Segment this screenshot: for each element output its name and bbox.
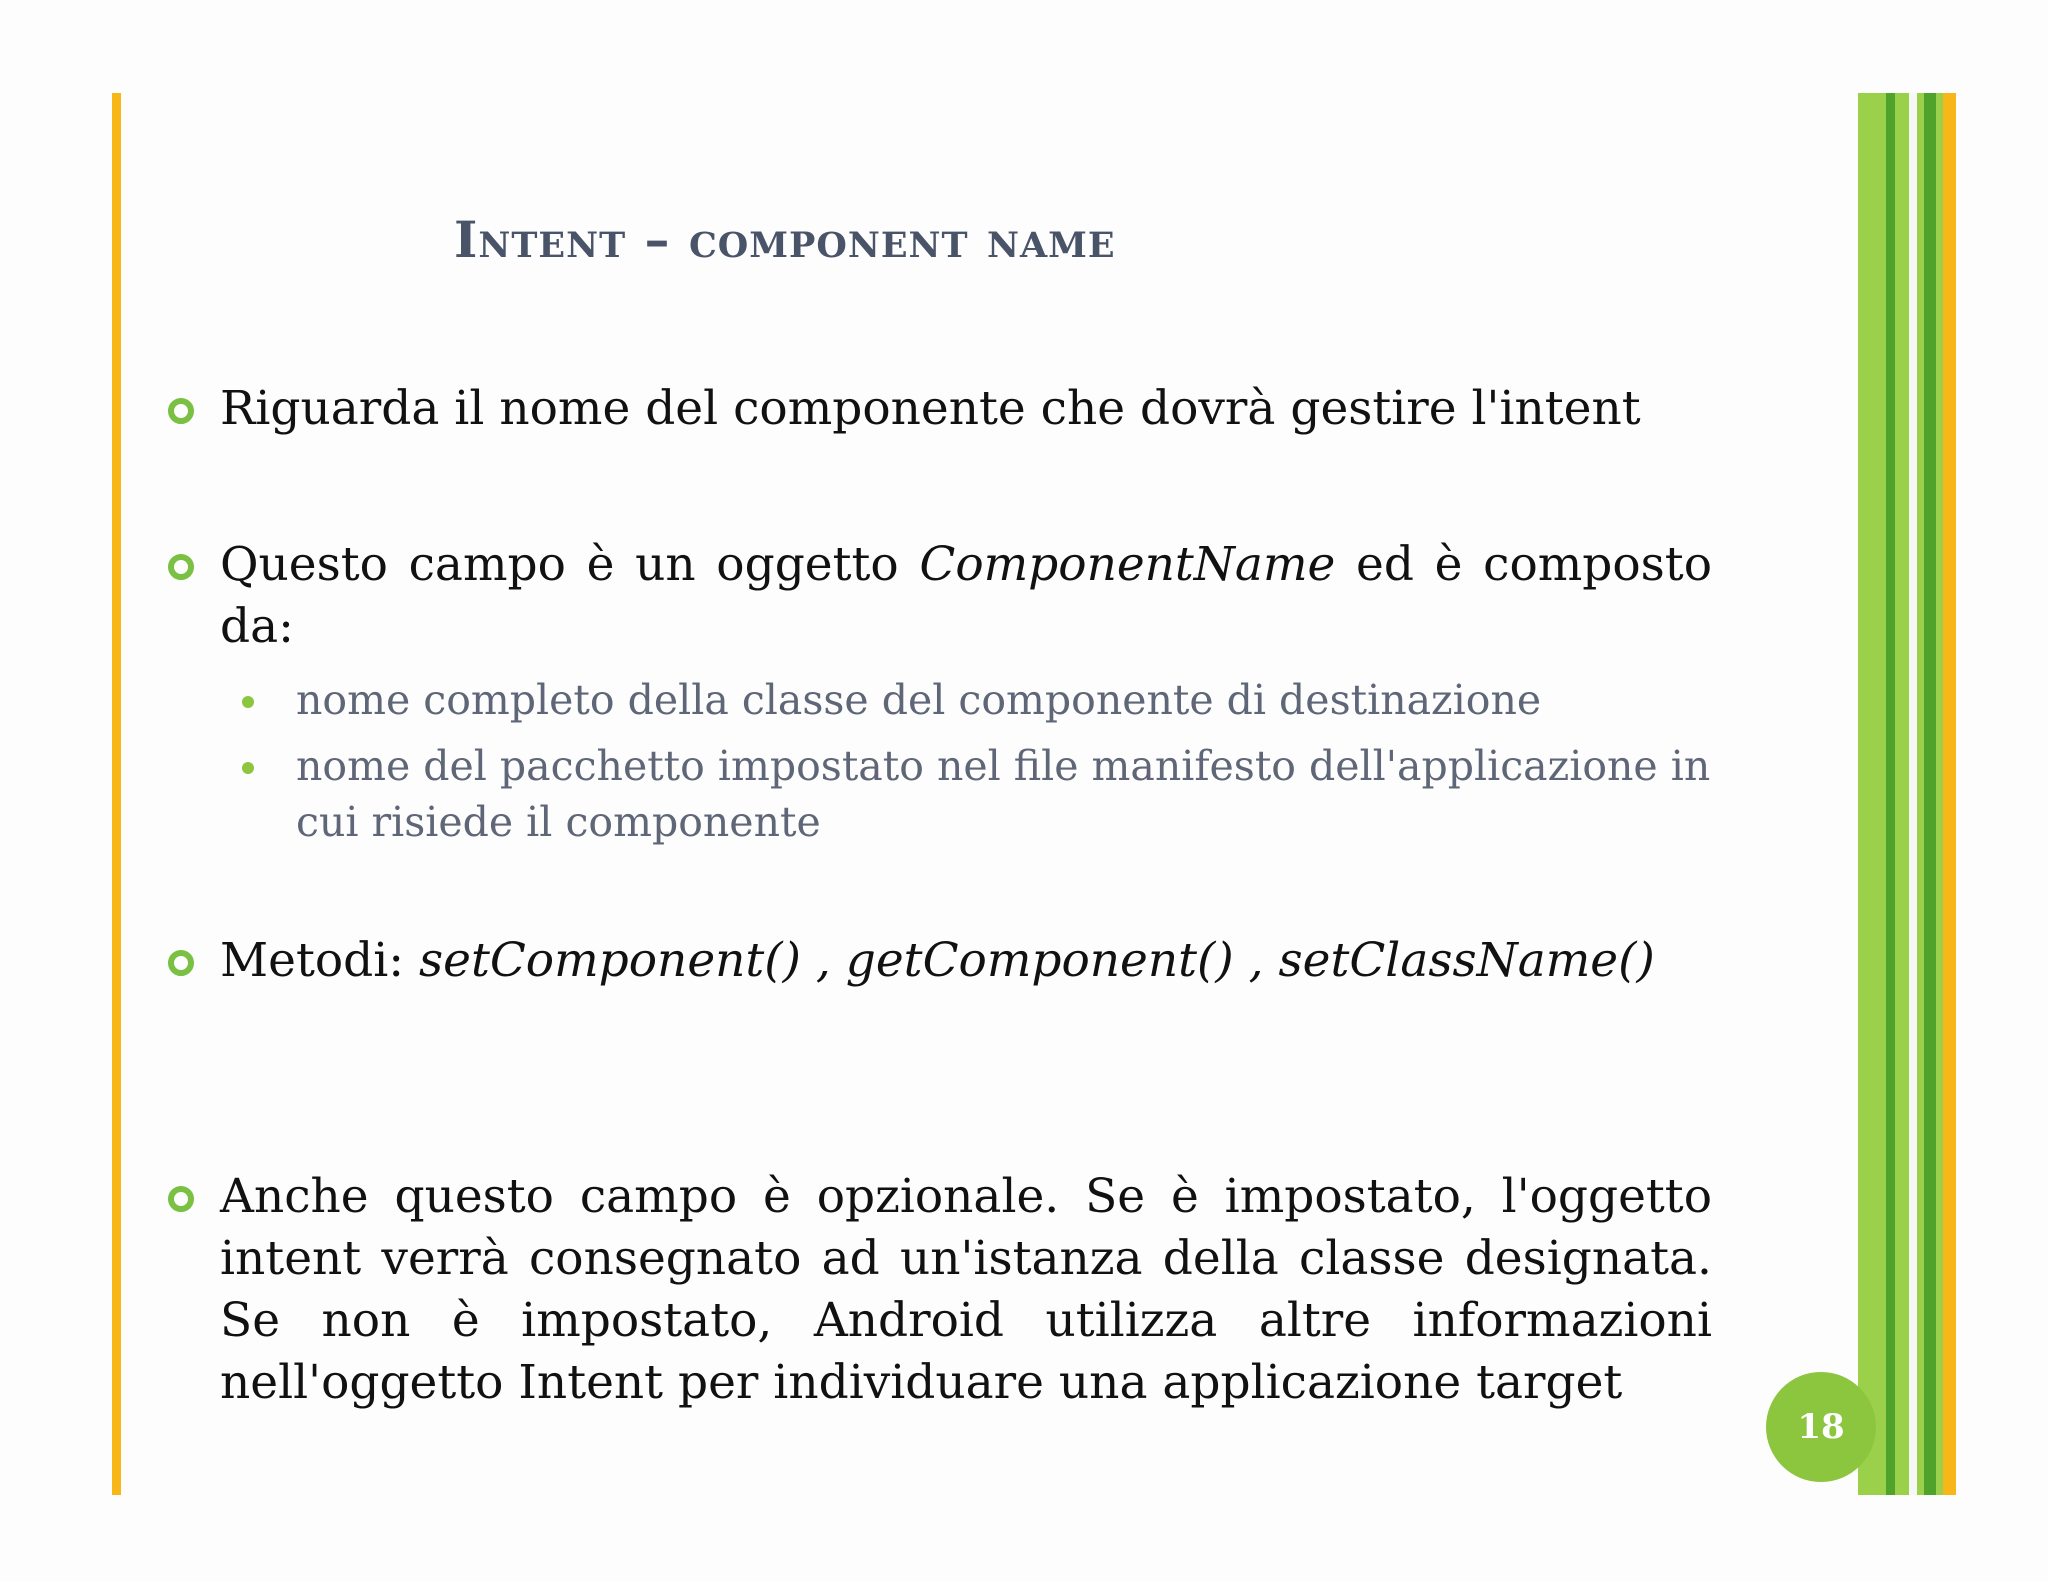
sub-bullet-text: nome completo della classe del componente di destinazione [296,676,1542,724]
bullet-methods-list: setComponent() , getComponent() , setClassName() [419,933,1655,988]
page-number-badge [1766,1372,1876,1482]
right-stripe [1895,93,1909,1495]
right-stripe [1917,93,1924,1495]
page-number: 18 [1797,1407,1845,1447]
sub-bullet-dot-icon [242,762,254,774]
sub-bullet-text: nome del pacchetto impostato nel file manifesto dell'applicazione in cui risiede il componente [296,742,1711,846]
bullet-component-name [220,378,1712,440]
sub-bullet [296,738,1712,850]
bullet-ring-icon [168,398,194,424]
bullet-text: ed è composto da: [220,537,1712,654]
right-stripe [1858,93,1886,1495]
right-stripe [1886,93,1895,1495]
right-stripe [1936,93,1943,1495]
bullet-text: Questo campo è un oggetto [220,537,920,592]
right-stripe [1943,93,1956,1495]
right-stripe [1909,93,1917,1495]
bullet-methods [220,930,1712,992]
left-accent-bar [112,93,121,1495]
bullet-componentname-object [220,534,1712,658]
bullet-italic-term: ComponentName [919,537,1336,592]
sub-bullet [296,672,1712,728]
right-stripe [1924,93,1936,1495]
bullet-label: Metodi: [220,933,420,988]
bullet-ring-icon [168,1186,194,1212]
bullet-ring-icon [168,950,194,976]
bullet-text: Anche questo campo è opzionale. Se è impostato, l'oggetto intent verrà consegnato ad un'istanza della classe designata. Se non è impostato, Android utilizza altre informazioni nell'oggetto Intent per individuare una applicazione target [220,1169,1712,1410]
sub-bullet-dot-icon [242,696,254,708]
slide-title: Intent – component name [454,210,1116,269]
bullet-ring-icon [168,554,194,580]
bullet-optional-field [220,1166,1712,1414]
bullet-text: Riguarda il nome del componente che dovrà gestire l'intent [220,381,1641,436]
